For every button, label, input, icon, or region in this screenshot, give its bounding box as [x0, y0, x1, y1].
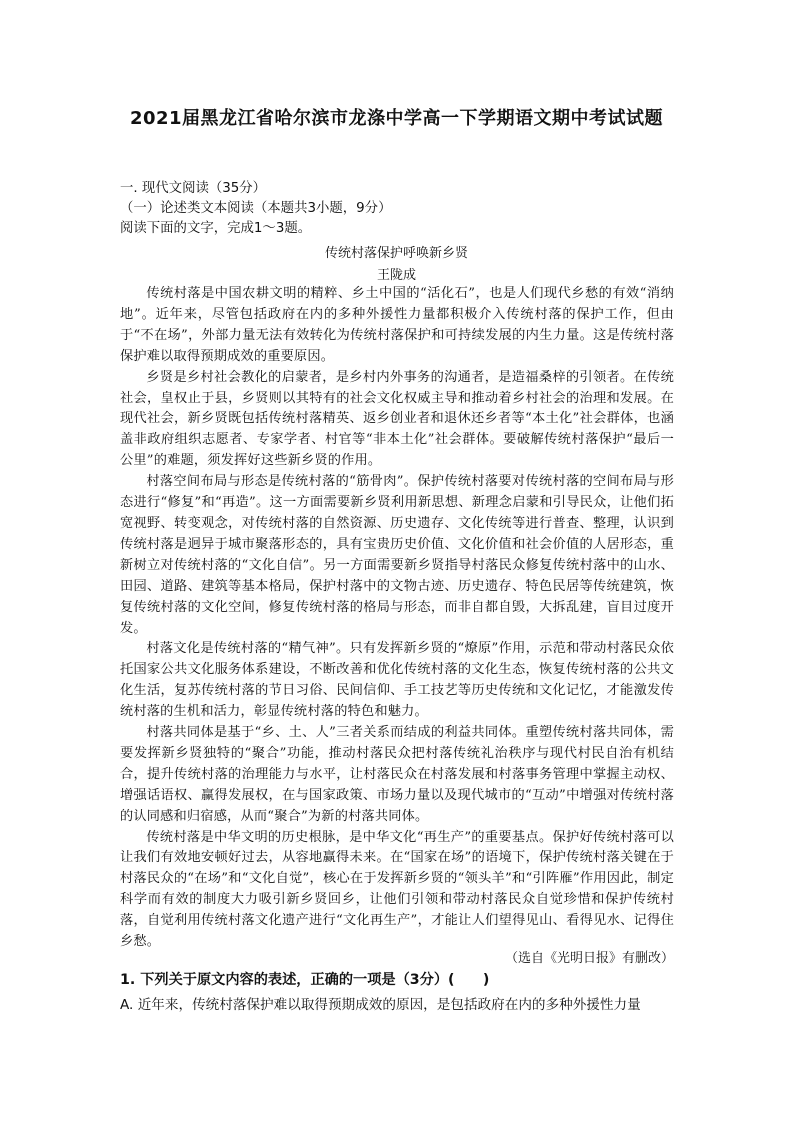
article-body [120, 284, 674, 953]
article-paragraph: 传统村落是中华文明的历史根脉，是中华文化“再生产”的重要基点。保护好传统村落可以让我们有效地安顿好过去，从容地赢得未来。在“国家在场”的语境下，保护传统村落关键在于村落民众的“在场”和“文化自觉”，核心在于发挥新乡贤的“领头羊”和“引阵雁”作用因此，制定科学而有效的制度大力吸引新乡贤回乡，让他们引领和带动村落民众自觉珍惜和保护传统村落，自觉利用传统村落文化遗产进行“文化再生产”，才能让人们望得见山、看得见水、记得住乡愁。 [120, 829, 674, 950]
article-paragraph: 村落空间布局与形态是传统村落的“筋骨肉”。保护传统村落要对传统村落的空间布局与形态进行“修复”和“再造”。这一方面需要新乡贤利用新思想、新理念启蒙和引导民众，让他们拓宽视野、转变观念，对传统村落的自然资源、历史遗存、文化传统等进行普查、整理，认识到传统村落是迥异于城市聚落形态的，具有宝贵历史价值、文化价值和社会价值的人居形态，重新树立对传统村落的“文化自信”。另一方面需要新乡贤指导村落民众修复传统村落中的山水、田园、道路、建筑等基本格局，保护村落中的文物古迹、历史遗存、特色民居等传统建筑，恢复传统村落的文化空间，修复传统村落的格局与形态，而非自都自毁，大拆乱建，盲目过度开发。 [120, 474, 674, 636]
instruction-text: 阅读下面的文字，完成1～3题。 [120, 221, 312, 236]
article-title: 传统村落保护呼唤新乡贤 [324, 246, 468, 261]
article-paragraph: 乡贤是乡村社会教化的启蒙者，是乡村内外事务的沟通者，是造福桑梓的引领者。在传统社会，皇权止于县，乡贤则以其特有的社会文化权威主导和推动着乡村社会的治理和发展。在现代社会，新乡贤既包括传统村落精英、返乡创业者和退休还乡者等“本土化”社会群体，也涵盖非政府组织志愿者、专家学者、村官等“非本土化”社会群体。要破解传统村落保护“最后一公里”的难题，须发挥好这些新乡贤的作用。 [120, 369, 674, 469]
question-1: 1. 下列关于原文内容的表述，正确的一项是（3分）( ) [120, 972, 490, 988]
section-heading: 一. 现代文阅读（35分） [120, 181, 267, 196]
article-paragraph: 村落文化是传统村落的“精气神”。只有发挥新乡贤的“燎原”作用，示范和带动村落民众依托国家公共文化服务体系建设，不断改善和优化传统村落的文化生态，恢复传统村落的公共文化生活，复苏传统村落的节日习俗、民间信仰、手工技艺等历史传统和文化记忆，才能激发传统村落的生机和活力，彰显传统村落的特色和魅力。 [120, 641, 674, 720]
article-paragraph: 村落共同体是基于“乡、土、人”三者关系而结成的利益共同体。重塑传统村落共同体，需要发挥新乡贤独特的“聚合”功能，推动村落民众把村落传统礼治秩序与现代村民自治有机结合，提升传统村落的治理能力与水平，让村落民众在村落发展和村落事务管理中掌握主动权、增强话语权、赢得发展权，在与国家政策、市场力量以及现代城市的“互动”中增强对传统村落的认同感和归宿感，从而“聚合”为新的村落共同体。 [120, 725, 674, 824]
subsection-heading: （一）论述类文本阅读（本题共3小题，9分） [120, 201, 392, 216]
option-a: A. 近年来，传统村落保护难以取得预期成效的原因，是包括政府在内的多种外援性力量 [120, 997, 641, 1013]
page-title: 2021届黑龙江省哈尔滨市龙涤中学高一下学期语文期中考试试题 [129, 108, 664, 129]
article-source: （选自《光明日报》有删改） [504, 951, 674, 966]
article-author: 王陇成 [376, 268, 416, 283]
article-paragraph: 传统村落是中国农耕文明的精粹、乡土中国的“活化石”，也是人们现代乡愁的有效“消纳地”。近年来，尽管包括政府在内的多种外援性力量都积极介入传统村落的保护工作，但由于“不在场”，外部力量无法有效转化为传统村落保护和可持续发展的内生力量。这是传统村落保护难以取得预期成效的重要原因。 [120, 286, 674, 364]
